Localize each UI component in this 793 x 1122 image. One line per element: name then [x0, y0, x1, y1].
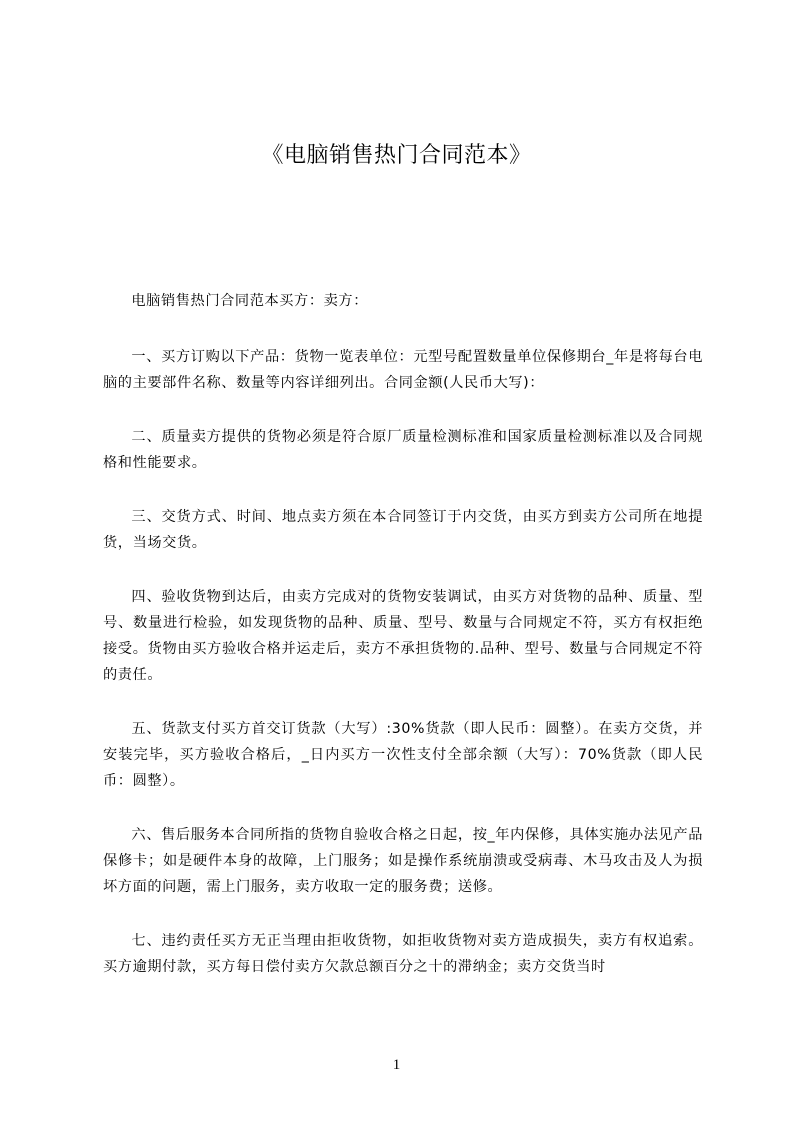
document-title: 《电脑销售热门合同范本》: [261, 143, 532, 168]
document-body: [103, 288, 703, 1008]
clause-3-paragraph: 三、交货方式、时间、地点卖方须在本合同签订于内交货，由买方到卖方公司所在地提货，当场交货。: [103, 509, 703, 551]
clause-5-paragraph: 五、货款支付买方首交订货款（大写）:30%货款（即人民币：圆整）。在卖方交货，并安装完毕，买方验收合格后，_日内买方一次性支付全部余额（大写）：70%货款（即人民币：圆整）。: [103, 721, 703, 789]
clause-6-paragraph: 六、售后服务本合同所指的货物自验收合格之日起，按_年内保修，具体实施办法见产品保修卡；如是硬件本身的故障，上门服务；如是操作系统崩溃或受病毒、木马攻击及人为损坏方面的问题，需上门服务，卖方收取一定的服务费；送修。: [103, 827, 703, 895]
clause-1-paragraph: 一、买方订购以下产品：货物一览表单位：元型号配置数量单位保修期台_年是将每台电脑的主要部件名称、数量等内容详细列出。合同金额(人民币大写)：: [103, 349, 703, 391]
clause-2-paragraph: 二、质量卖方提供的货物必须是符合原厂质量检测标准和国家质量检测标准以及合同规格和性能要求。: [103, 429, 703, 471]
clause-7-paragraph: 七、违约责任买方无正当理由拒收货物，如拒收货物对卖方造成损失，卖方有权追索。买方逾期付款，买方每日偿付卖方欠款总额百分之十的滞纳金；卖方交货当时: [103, 933, 703, 975]
intro-paragraph: 电脑销售热门合同范本买方：卖方：: [131, 293, 368, 309]
clause-4-paragraph: 四、验收货物到达后，由卖方完成对的货物安装调试，由买方对货物的品种、质量、型号、数量进行检验，如发现货物的品种、质量、型号、数量与合同规定不符，买方有权拒绝接受。货物由买方验收合格并运走后，卖方不承担货物的.品种、型号、数量与合同规定不符的责任。: [103, 589, 703, 683]
page-number: 1: [392, 1057, 401, 1073]
